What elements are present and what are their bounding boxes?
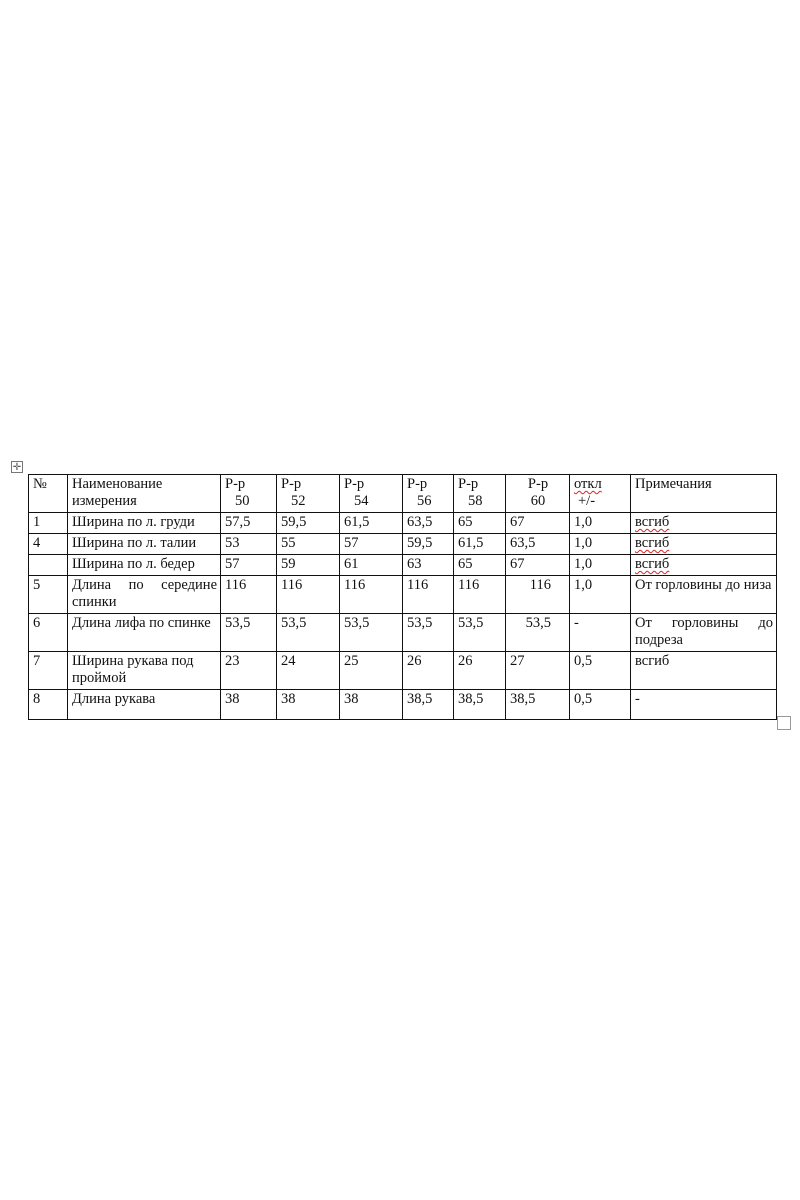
- row-num: [29, 555, 68, 576]
- header-size-52: Р-р 52: [277, 475, 340, 513]
- table-row: [29, 534, 777, 555]
- row-value-50: 116: [221, 576, 277, 614]
- row-deviation: 1,0: [570, 513, 631, 534]
- row-value-54: 116: [340, 576, 403, 614]
- header-size-58: Р-р 58: [454, 475, 506, 513]
- row-note: -: [631, 690, 777, 720]
- row-value-56: 63: [403, 555, 454, 576]
- row-value-58: 38,5: [454, 690, 506, 720]
- row-value-56: 59,5: [403, 534, 454, 555]
- row-deviation: 1,0: [570, 534, 631, 555]
- row-value-54: 25: [340, 652, 403, 690]
- header-notes: Примечания: [631, 475, 777, 513]
- row-value-52: 24: [277, 652, 340, 690]
- row-num: 1: [29, 513, 68, 534]
- table-row: [29, 513, 777, 534]
- row-value-58: 116: [454, 576, 506, 614]
- row-value-60: 27: [506, 652, 570, 690]
- row-note: всгиб: [631, 652, 777, 690]
- row-value-54: 61,5: [340, 513, 403, 534]
- row-note: всгиб: [631, 534, 777, 555]
- row-value-60: 67: [506, 555, 570, 576]
- table-row: [29, 652, 777, 690]
- row-value-60: 63,5: [506, 534, 570, 555]
- row-value-54: 38: [340, 690, 403, 720]
- table-move-handle-icon[interactable]: ✛: [12, 462, 22, 473]
- row-num: 5: [29, 576, 68, 614]
- row-value-56: 38,5: [403, 690, 454, 720]
- row-deviation: 1,0: [570, 555, 631, 576]
- header-name: Наименование измерения: [68, 475, 221, 513]
- table-row: [29, 614, 777, 652]
- row-value-50: 53,5: [221, 614, 277, 652]
- header-size-54: Р-р 54: [340, 475, 403, 513]
- row-value-52: 53,5: [277, 614, 340, 652]
- row-value-54: 57: [340, 534, 403, 555]
- table-resize-handle-icon[interactable]: [777, 716, 791, 730]
- row-value-52: 59: [277, 555, 340, 576]
- row-name: Ширина рукава под проймой: [68, 652, 221, 690]
- row-num: 7: [29, 652, 68, 690]
- row-num: 8: [29, 690, 68, 720]
- row-name: Длина рукава: [68, 690, 221, 720]
- row-value-52: 55: [277, 534, 340, 555]
- row-value-56: 53,5: [403, 614, 454, 652]
- header-size-56: Р-р 56: [403, 475, 454, 513]
- table-header-row: [29, 475, 777, 513]
- row-note: всгиб: [631, 513, 777, 534]
- row-deviation: -: [570, 614, 631, 652]
- row-deviation: 0,5: [570, 652, 631, 690]
- row-value-58: 26: [454, 652, 506, 690]
- table-row: [29, 690, 777, 720]
- header-deviation: откл +/-: [570, 475, 631, 513]
- row-deviation: 0,5: [570, 690, 631, 720]
- row-value-50: 23: [221, 652, 277, 690]
- row-name: Ширина по л. бедер: [68, 555, 221, 576]
- table-row: [29, 555, 777, 576]
- row-note: всгиб: [631, 555, 777, 576]
- row-value-54: 53,5: [340, 614, 403, 652]
- row-deviation: 1,0: [570, 576, 631, 614]
- header-size-50: Р-р 50: [221, 475, 277, 513]
- row-num: 6: [29, 614, 68, 652]
- row-value-52: 38: [277, 690, 340, 720]
- row-value-60: 67: [506, 513, 570, 534]
- header-size-60: Р-р 60: [506, 475, 570, 513]
- row-name: Ширина по л. груди: [68, 513, 221, 534]
- row-value-52: 116: [277, 576, 340, 614]
- row-value-50: 57,5: [221, 513, 277, 534]
- row-value-56: 26: [403, 652, 454, 690]
- row-value-56: 63,5: [403, 513, 454, 534]
- row-value-60: 116: [506, 576, 570, 614]
- table-row: [29, 576, 777, 614]
- row-value-50: 38: [221, 690, 277, 720]
- row-note: От горловины до подреза: [631, 614, 777, 652]
- row-value-52: 59,5: [277, 513, 340, 534]
- header-num: №: [29, 475, 68, 513]
- row-value-60: 53,5: [506, 614, 570, 652]
- row-note: От горловины до низа: [631, 576, 777, 614]
- row-value-58: 61,5: [454, 534, 506, 555]
- row-name: Ширина по л. талии: [68, 534, 221, 555]
- row-value-50: 53: [221, 534, 277, 555]
- row-name: Длина лифа по спинке: [68, 614, 221, 652]
- measurements-table: [28, 474, 777, 720]
- row-value-50: 57: [221, 555, 277, 576]
- row-value-58: 65: [454, 555, 506, 576]
- row-name: Длина по середине спинки: [68, 576, 221, 614]
- row-value-58: 53,5: [454, 614, 506, 652]
- row-value-54: 61: [340, 555, 403, 576]
- row-value-56: 116: [403, 576, 454, 614]
- row-num: 4: [29, 534, 68, 555]
- row-value-60: 38,5: [506, 690, 570, 720]
- row-value-58: 65: [454, 513, 506, 534]
